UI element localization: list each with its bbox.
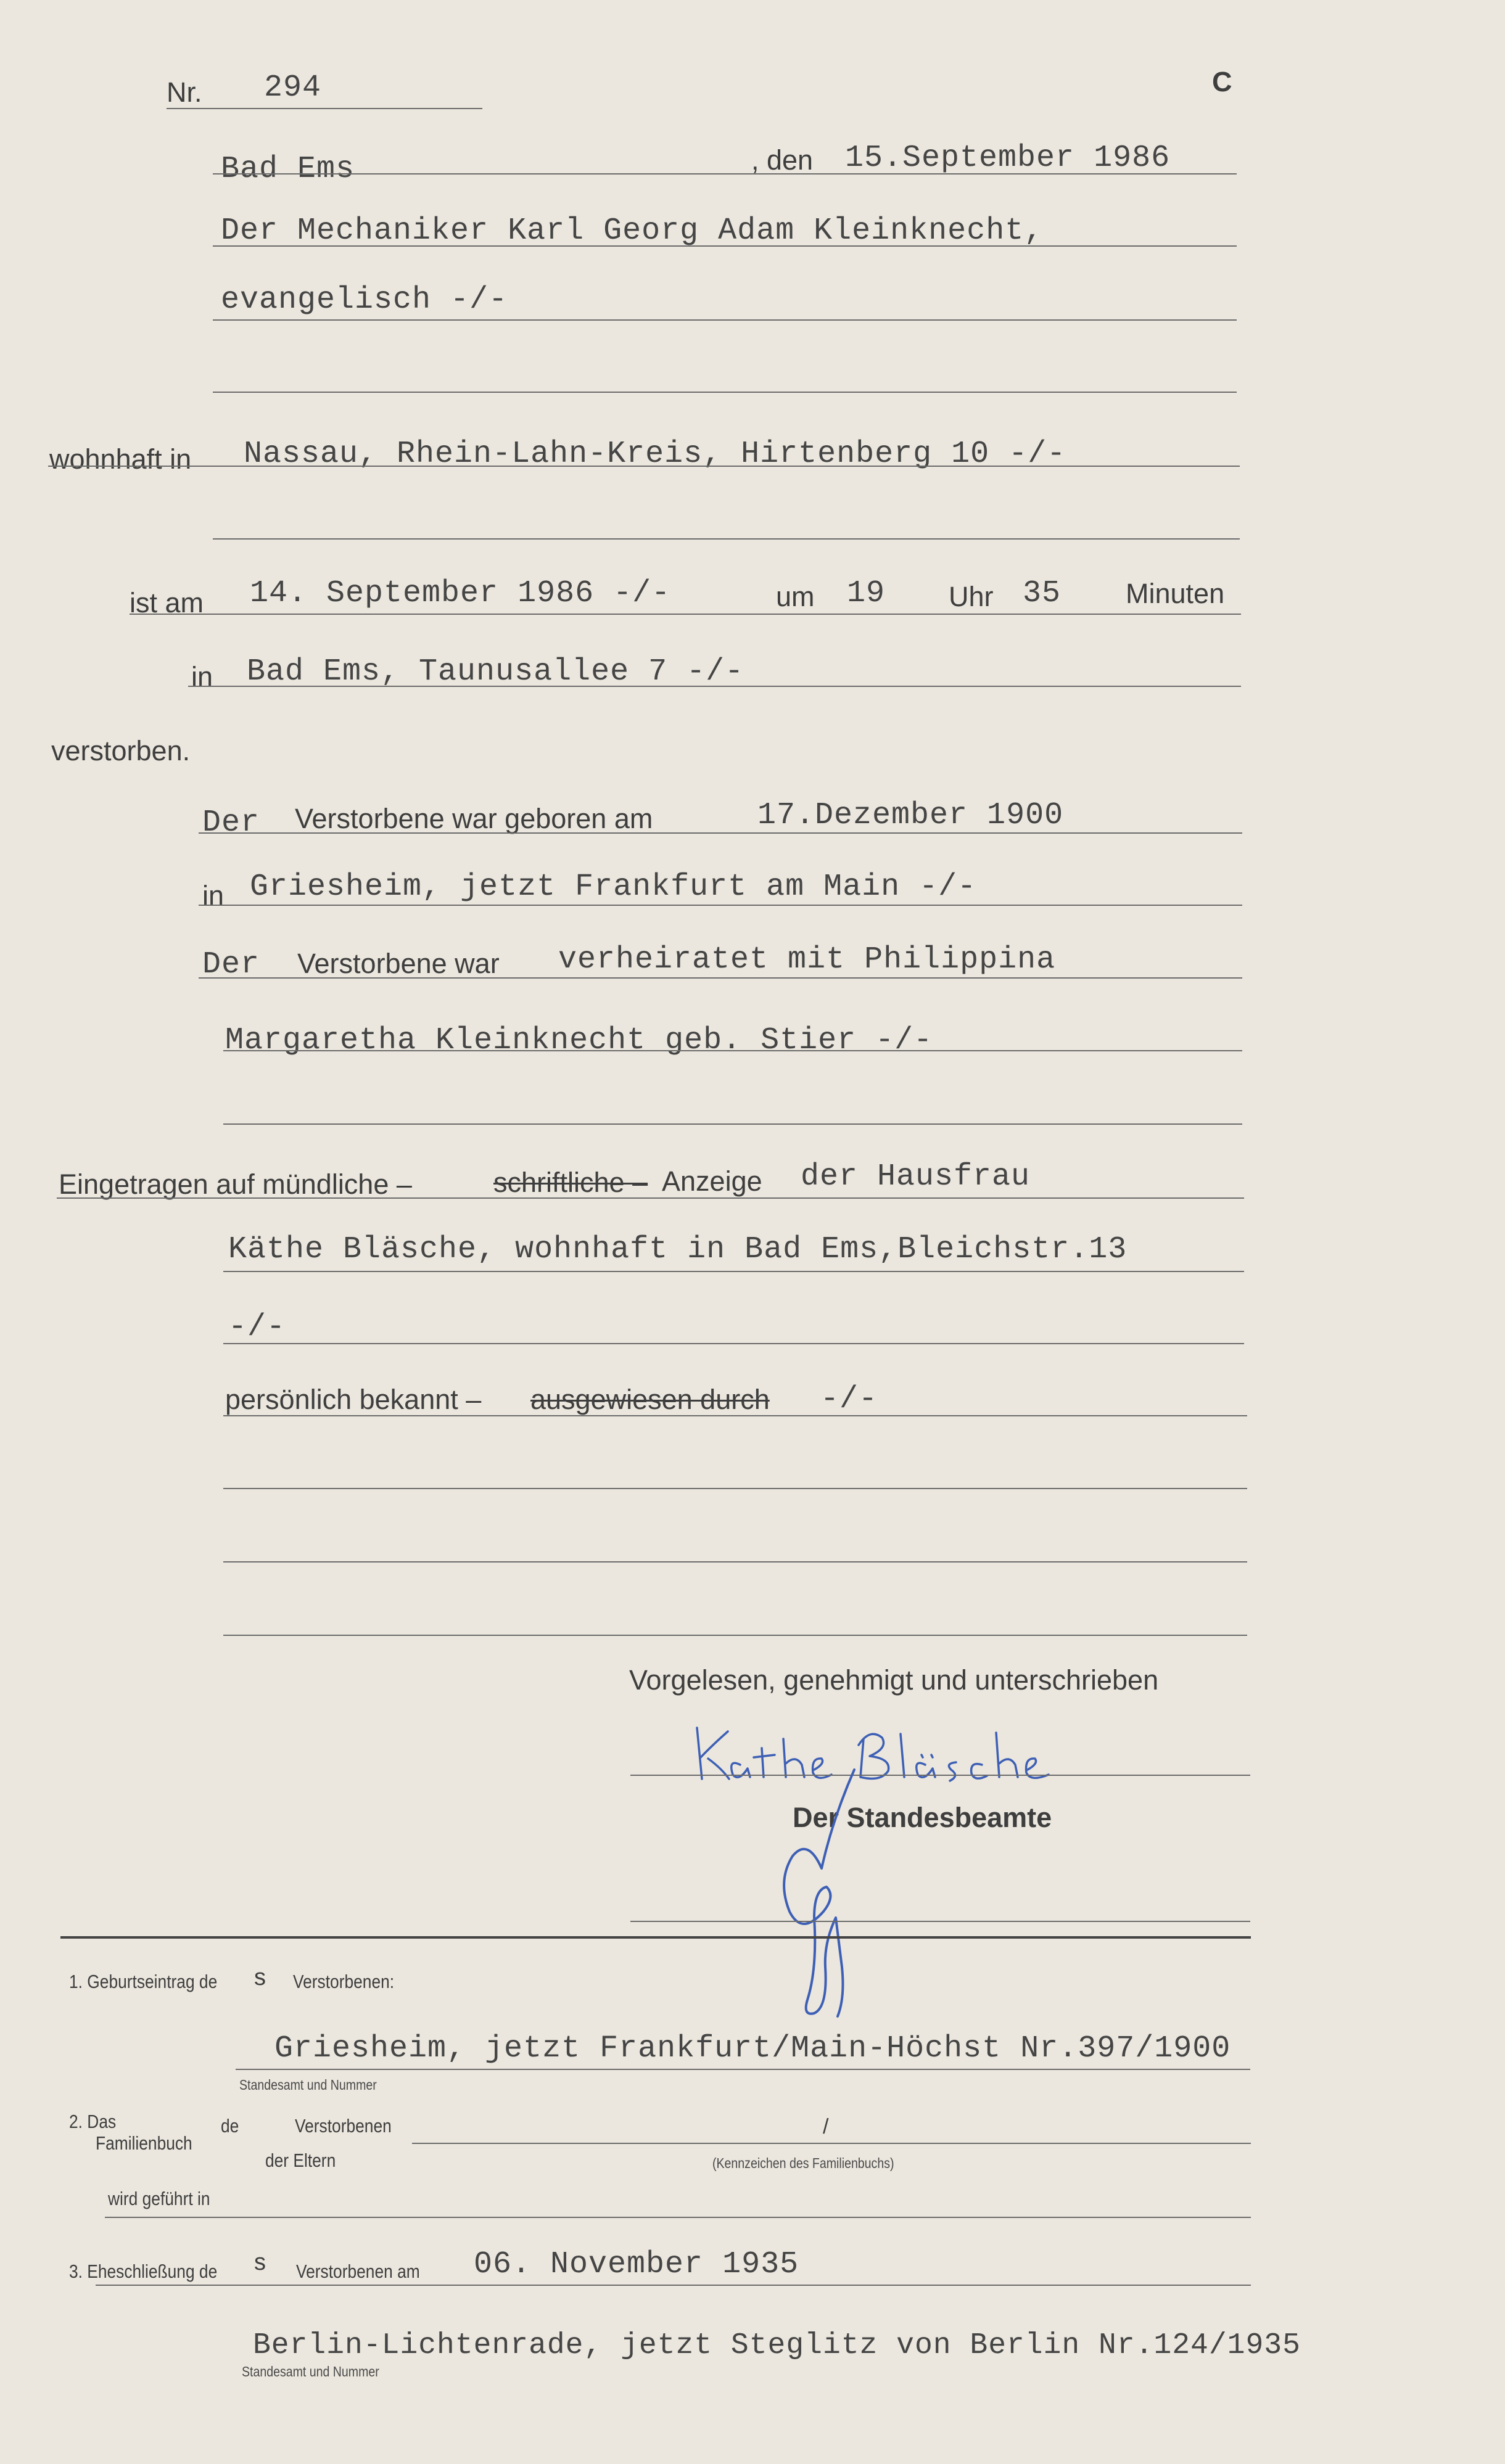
rule-marital-1 — [199, 977, 1242, 979]
rule-family-book — [412, 2143, 1251, 2144]
rule-residence — [48, 466, 1240, 467]
rule-birth-place — [199, 905, 1242, 906]
minuten-label: Minuten — [1126, 578, 1225, 609]
report-label-struck: schriftliche – — [493, 1167, 648, 1198]
birth-entry-value: Griesheim, jetzt Frankfurt/Main-Höchst Nr.397/1900 — [274, 2031, 1231, 2066]
marital-status-line1: verheiratet mit Philippina — [558, 942, 1056, 977]
rule-identity-4 — [223, 1635, 1247, 1636]
marriage-place: Berlin-Lichtenrade, jetzt Steglitz von Berlin Nr.124/1935 — [253, 2329, 1301, 2362]
rule-residence-2 — [213, 538, 1240, 540]
birth-label: Verstorbene war geboren am — [295, 803, 653, 834]
death-place: Bad Ems, Taunusallee 7 -/- — [247, 654, 744, 689]
deceased-religion-line: evangelisch -/- — [221, 282, 508, 318]
death-in-label: in — [191, 661, 213, 692]
identity-value: -/- — [820, 1382, 878, 1417]
rule-report-3 — [223, 1343, 1244, 1344]
informant-line1: der Hausfrau — [801, 1159, 1031, 1194]
rule-report-1 — [57, 1197, 1244, 1199]
registry-date: 15.September 1986 — [845, 141, 1171, 176]
identity-label-struck: ausgewiesen durch — [530, 1384, 770, 1415]
registry-place: Bad Ems — [221, 152, 355, 187]
marriage-place-caption: Standesamt und Nummer — [242, 2363, 379, 2380]
death-hour: 19 — [847, 576, 886, 611]
registrar-title: Der Standesbeamte — [793, 1802, 1052, 1833]
marriage-entry-label-rest: Verstorbenen am — [296, 2261, 420, 2282]
rule-person-2 — [213, 319, 1237, 321]
rule-identity-3 — [223, 1561, 1247, 1563]
rule-person-1 — [213, 245, 1237, 247]
residence-value: Nassau, Rhein-Lahn-Kreis, Hirtenberg 10 -/- — [244, 437, 1066, 472]
report-label: Eingetragen auf mündliche – — [59, 1168, 412, 1200]
rule-signature-informant — [630, 1775, 1250, 1776]
marriage-entry-s: s — [254, 2249, 266, 2275]
death-date: 14. September 1986 -/- — [250, 576, 671, 611]
marriage-date: 06. November 1935 — [474, 2247, 799, 2282]
informant-line2: Käthe Bläsche, wohnhaft in Bad Ems,Bleichstr.13 — [228, 1232, 1128, 1267]
marital-status-line2: Margaretha Kleinknecht geb. Stier -/- — [225, 1023, 933, 1058]
nr-label: Nr. — [167, 76, 202, 108]
rule-death-place — [188, 686, 1241, 687]
marriage-entry-label: 3. Eheschließung de — [69, 2261, 218, 2282]
rule-marital-3 — [223, 1123, 1242, 1125]
family-book-kept-in-label: wird geführt in — [108, 2188, 210, 2209]
verstorben-label: verstorben. — [51, 735, 191, 766]
rule-marital-2 — [223, 1050, 1242, 1051]
deceased-name-line: Der Mechaniker Karl Georg Adam Kleinknecht, — [221, 213, 1044, 248]
nr-rule — [167, 108, 482, 109]
rule-birth-entry — [236, 2069, 1250, 2070]
rule-family-book-kept — [105, 2217, 1251, 2218]
record-number: 294 — [264, 70, 322, 105]
birth-place: Griesheim, jetzt Frankfurt am Main -/- — [250, 869, 977, 905]
ist-am-label: ist am — [130, 587, 204, 618]
birth-label-prefix: Der — [202, 805, 260, 840]
footer-divider — [60, 1936, 1251, 1939]
marital-label: Verstorbene war — [297, 948, 500, 979]
family-book-verstorbenen: Verstorbenen — [295, 2115, 392, 2137]
date-rule — [213, 173, 1237, 175]
rule-death-time — [130, 614, 1241, 615]
family-book-slash: / — [823, 2115, 829, 2138]
family-book-eltern: der Eltern — [265, 2150, 336, 2171]
rule-identity-1 — [223, 1415, 1247, 1416]
report-label-anzeige: Anzeige — [662, 1165, 762, 1197]
corner-mark: C — [1212, 66, 1232, 97]
informant-signature — [685, 1720, 1067, 1794]
rule-person-3 — [213, 392, 1237, 393]
read-approved-text: Vorgelesen, genehmigt und unterschrieben — [629, 1664, 1159, 1696]
rule-report-2 — [223, 1271, 1244, 1272]
rule-signature-registrar — [630, 1921, 1250, 1922]
family-book-de: de — [221, 2115, 239, 2137]
death-minutes: 35 — [1023, 576, 1062, 611]
birth-entry-s: s — [254, 1965, 266, 1990]
den-label: , den — [751, 144, 814, 176]
rule-identity-2 — [223, 1488, 1247, 1489]
um-label: um — [776, 581, 815, 612]
identity-label: persönlich bekannt – — [225, 1384, 482, 1415]
family-book-num-label: 2. Das — [69, 2111, 117, 2132]
birth-entry-caption: Standesamt und Nummer — [239, 2077, 377, 2093]
birth-entry-label-rest: Verstorbenen: — [293, 1971, 395, 1992]
rule-birth-date — [199, 832, 1242, 834]
marital-label-prefix: Der — [202, 947, 260, 982]
family-book-label: Familienbuch — [96, 2132, 192, 2154]
birth-entry-label: 1. Geburtseintrag de — [69, 1971, 218, 1992]
family-book-caption: (Kennzeichen des Familienbuchs) — [712, 2155, 894, 2171]
residence-label: wohnhaft in — [49, 443, 192, 475]
uhr-label: Uhr — [949, 581, 994, 612]
registrar-signature — [765, 1764, 864, 2023]
birth-date: 17.Dezember 1900 — [757, 798, 1064, 833]
rule-marriage-date — [96, 2285, 1251, 2286]
informant-line3: -/- — [228, 1310, 286, 1345]
birth-in-label: in — [202, 880, 225, 911]
